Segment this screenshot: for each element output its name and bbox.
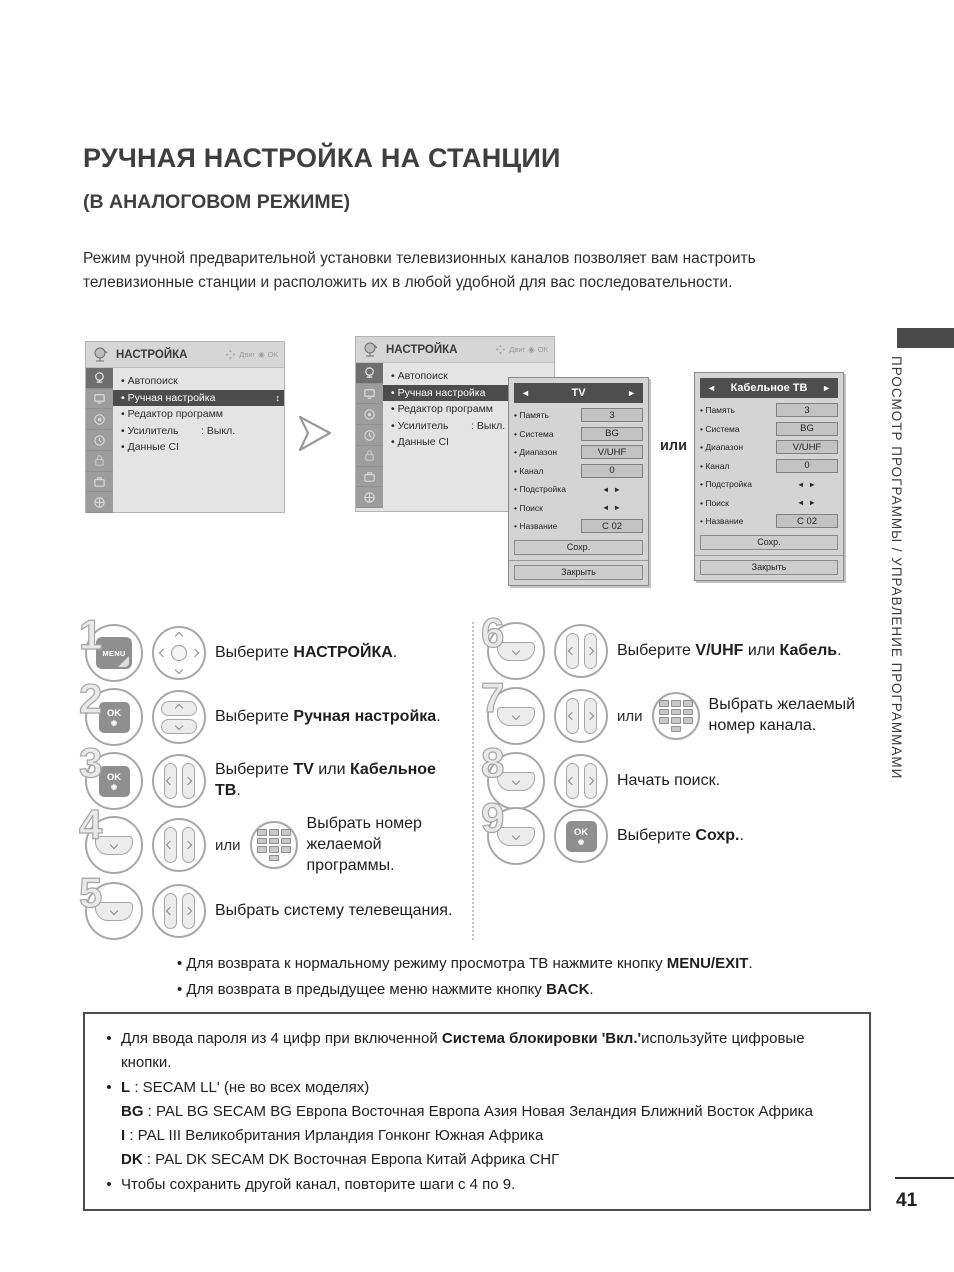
step-8	[481, 739, 721, 810]
step-7	[481, 674, 889, 745]
left-arrow-icon: ◄	[707, 382, 716, 393]
lock-tab-icon	[86, 451, 113, 472]
number-buttons-icon	[250, 821, 298, 869]
osd-sidebar-icons	[356, 363, 383, 508]
step-number: 1	[79, 611, 103, 658]
up-down-rocker-icon	[152, 690, 206, 744]
step-text: Выбрать номер желаемой программы.	[306, 815, 422, 874]
note-back: • Для возврата в предыдущее меню нажмите кнопку BACK.	[177, 977, 753, 1003]
manual-tuning-popup-cable	[694, 372, 844, 581]
menu-item-autosearch: • Автопоиск	[383, 368, 554, 385]
audio-tab-icon	[86, 409, 113, 430]
ok-hint-label: ОК	[537, 345, 548, 354]
value-box: V/UHF	[776, 440, 838, 454]
value-box: BG	[581, 427, 643, 441]
section-tab	[897, 328, 954, 348]
audio-tab-icon	[356, 404, 383, 425]
satellite-dish-icon	[362, 342, 380, 358]
number-buttons-icon	[652, 692, 700, 740]
popup-row-name: • Название C 02	[514, 517, 643, 536]
info-item-dk-system: DK : PAL DK SECAM DK Восточная Европа Китай Африка СНГ	[121, 1151, 560, 1169]
step-text: Выбрать желаемый номер канала.	[708, 696, 856, 734]
move-icon	[495, 344, 506, 355]
osd-menu-hints	[225, 349, 278, 360]
ok-button-icon: OK ◉	[85, 752, 143, 810]
move-hint-label: Двиг	[239, 350, 256, 359]
adjust-arrows-icon: ◄ ►	[797, 479, 817, 489]
step-text: Выбрать систему телевещания.	[215, 901, 453, 919]
osd-menu-illustration-1	[85, 341, 285, 513]
step-number: 3	[79, 739, 103, 786]
adjust-arrows-icon: ◄ ►	[797, 498, 817, 508]
step-4	[79, 801, 447, 876]
menu-item-ci-data: • Данные CI	[383, 434, 554, 451]
save-button: Сохр.	[700, 535, 838, 550]
page-number: 41	[896, 1190, 918, 1211]
popup-title-bar	[514, 383, 643, 403]
manual-tuning-popup-tv	[508, 377, 649, 586]
popup-row-memory: • Память 3	[700, 401, 838, 420]
adjust-arrows-icon: ◄ ►	[602, 484, 622, 494]
popup-row-name: • Название C 02	[700, 512, 838, 531]
setup-tab-icon	[356, 363, 383, 384]
lock-tab-icon	[356, 446, 383, 467]
popup-row-channel: • Канал 0	[700, 457, 838, 476]
step-text: Начать поиск.	[617, 771, 721, 789]
left-right-rocker-icon	[152, 754, 206, 808]
step-6	[481, 609, 842, 680]
value-box: BG	[776, 422, 838, 436]
popup-row-search: • Поиск ◄ ►	[514, 499, 643, 518]
popup-row-fine: • Подстройка ◄ ►	[514, 480, 643, 499]
close-button: Закрыть	[700, 560, 838, 575]
left-right-rocker-icon	[554, 754, 608, 808]
popup-row-system: • Система BG	[700, 420, 838, 439]
save-button: Сохр.	[514, 540, 643, 555]
osd-menu-header	[86, 342, 284, 368]
adjust-arrows-icon: ◄ ►	[602, 503, 622, 513]
info-item-l-system: • L : SECAM LL' (не во всех моделях)	[97, 1076, 853, 1100]
network-tab-icon	[86, 492, 113, 513]
step-2	[79, 675, 441, 746]
navigation-pad-icon	[152, 626, 206, 680]
ok-button-icon: OK ◉	[554, 809, 608, 863]
picture-tab-icon	[356, 384, 383, 405]
setup-tab-icon	[86, 368, 113, 389]
popup-title: TV	[571, 387, 586, 399]
step-number: 5	[79, 869, 103, 916]
picture-tab-icon	[86, 389, 113, 410]
close-button: Закрыть	[514, 565, 643, 580]
osd-menu-list	[113, 368, 284, 513]
value-box: 3	[776, 403, 838, 417]
ok-icon: ◉	[258, 350, 265, 359]
step-number: 4	[79, 801, 103, 848]
osd-menu-title: НАСТРОЙКА	[116, 348, 188, 361]
step-text: Выберите Ручная настройка.	[215, 707, 441, 725]
step-number: 9	[481, 794, 505, 841]
menu-item-programme-edit: • Редактор программ	[383, 401, 554, 418]
step-number: 8	[481, 739, 505, 786]
menu-item-ci-data: • Данные CI	[113, 439, 284, 456]
menu-button-icon: MENU	[85, 624, 143, 682]
right-arrow-icon: ►	[822, 382, 831, 393]
osd-sidebar-icons	[86, 368, 113, 513]
popup-title: Кабельное ТВ	[730, 382, 808, 394]
left-right-rocker-icon	[152, 884, 206, 938]
popup-divider	[695, 555, 843, 556]
menu-item-booster: • Усилитель : Выкл.	[383, 418, 554, 435]
return-notes	[177, 951, 753, 1004]
step-5	[79, 869, 453, 940]
popup-row-system: • Система BG	[514, 425, 643, 444]
bullet-icon	[97, 1076, 121, 1100]
popup-row-fine: • Подстройка ◄ ►	[700, 475, 838, 494]
page-subtitle: (В АНАЛОГОВОМ РЕЖИМЕ)	[83, 191, 351, 213]
right-arrow-icon: ►	[627, 387, 636, 398]
ok-icon: ◉	[528, 345, 535, 354]
info-box	[83, 1012, 871, 1211]
value-box: V/UHF	[581, 445, 643, 459]
step-9	[481, 794, 744, 865]
step-text: Выберите НАСТРОЙКА.	[215, 643, 398, 661]
move-icon	[225, 349, 236, 360]
osd-menu-hints	[495, 344, 548, 355]
time-tab-icon	[86, 430, 113, 451]
steps-column-divider	[472, 622, 474, 940]
network-tab-icon	[356, 487, 383, 508]
time-tab-icon	[356, 425, 383, 446]
menu-item-manual-tuning: • Ручная настройка ↕	[113, 390, 284, 407]
or-label: или	[215, 836, 241, 854]
info-item-i-system: I : PAL III Великобритания Ирландия Гонконг Южная Африка	[121, 1127, 544, 1145]
step-text: Выберите Сохр..	[617, 826, 744, 844]
step-number: 2	[79, 675, 103, 722]
popup-title-bar	[700, 378, 838, 398]
satellite-dish-icon	[92, 347, 110, 363]
menu-item-manual-tuning: • Ручная настройка	[383, 385, 554, 402]
popup-row-channel: • Канал 0	[514, 462, 643, 481]
scroll-indicator-icon: ↕	[275, 392, 280, 403]
bullet-icon	[97, 1173, 121, 1197]
value-box: 3	[581, 408, 643, 422]
intro-paragraph: Режим ручной предварительной установки телевизионных каналов позволяет вам настроить телевизионные станции и расположить их в любой удобной для вас последовательности.	[83, 250, 756, 292]
option-tab-icon	[86, 472, 113, 493]
info-item-password: • Для ввода пароля из 4 цифр при включенной Система блокировки 'Вкл.'используйте цифровые кнопки.	[97, 1027, 853, 1076]
step-number: 7	[481, 674, 505, 721]
step-text: Выберите TV или Кабельное ТВ.	[215, 761, 436, 799]
popup-row-band: • Диапазон V/UHF	[514, 443, 643, 462]
left-right-rocker-icon	[554, 689, 608, 743]
page-number-rule	[895, 1177, 954, 1179]
value-box: C 02	[776, 514, 838, 528]
next-arrow-icon	[297, 413, 337, 455]
step-number: 6	[481, 609, 505, 656]
value-box: C 02	[581, 519, 643, 533]
step-3	[79, 739, 465, 810]
left-right-rocker-icon	[554, 624, 608, 678]
left-right-rocker-icon	[152, 818, 206, 872]
option-tab-icon	[356, 467, 383, 488]
info-item-bg-system: BG : PAL BG SECAM BG Европа Восточная Европа Азия Новая Зеландия Ближний Восток Африка	[121, 1102, 813, 1120]
osd-menu-header	[356, 337, 554, 363]
step-text: Выберите V/UHF или Кабель.	[617, 641, 842, 659]
page-title: РУЧНАЯ НАСТРОЙКА НА СТАНЦИИ	[83, 143, 561, 173]
popup-row-band: • Диапазон V/UHF	[700, 438, 838, 457]
info-item-repeat-steps: • Чтобы сохранить другой канал, повторите шаги с 4 по 9.	[97, 1173, 853, 1197]
step-1	[79, 611, 398, 682]
popup-divider	[509, 560, 648, 561]
menu-item-programme-edit: • Редактор программ	[113, 406, 284, 423]
left-arrow-icon: ◄	[521, 387, 530, 398]
move-hint-label: Двиг	[509, 345, 526, 354]
note-menu-exit: • Для возврата к нормальному режиму просмотра ТВ нажмите кнопку MENU/EXIT.	[177, 951, 753, 977]
section-sidebar-label: ПРОСМОТР ПРОГРАММЫ / УПРАВЛЕНИЕ ПРОГРАММАМИ	[889, 356, 904, 780]
popup-row-memory: • Память 3	[514, 406, 643, 425]
osd-menu-title: НАСТРОЙКА	[386, 343, 458, 356]
popup-row-search: • Поиск ◄ ►	[700, 494, 838, 513]
menu-item-booster: • Усилитель : Выкл.	[113, 423, 284, 440]
ok-hint-label: ОК	[267, 350, 278, 359]
value-box: 0	[776, 459, 838, 473]
menu-item-autosearch: • Автопоиск	[113, 373, 284, 390]
or-label: или	[617, 707, 643, 725]
or-label: или	[660, 438, 688, 454]
ok-button-icon: OK ◉	[85, 688, 143, 746]
bullet-icon	[97, 1027, 121, 1076]
value-box: 0	[581, 464, 643, 478]
